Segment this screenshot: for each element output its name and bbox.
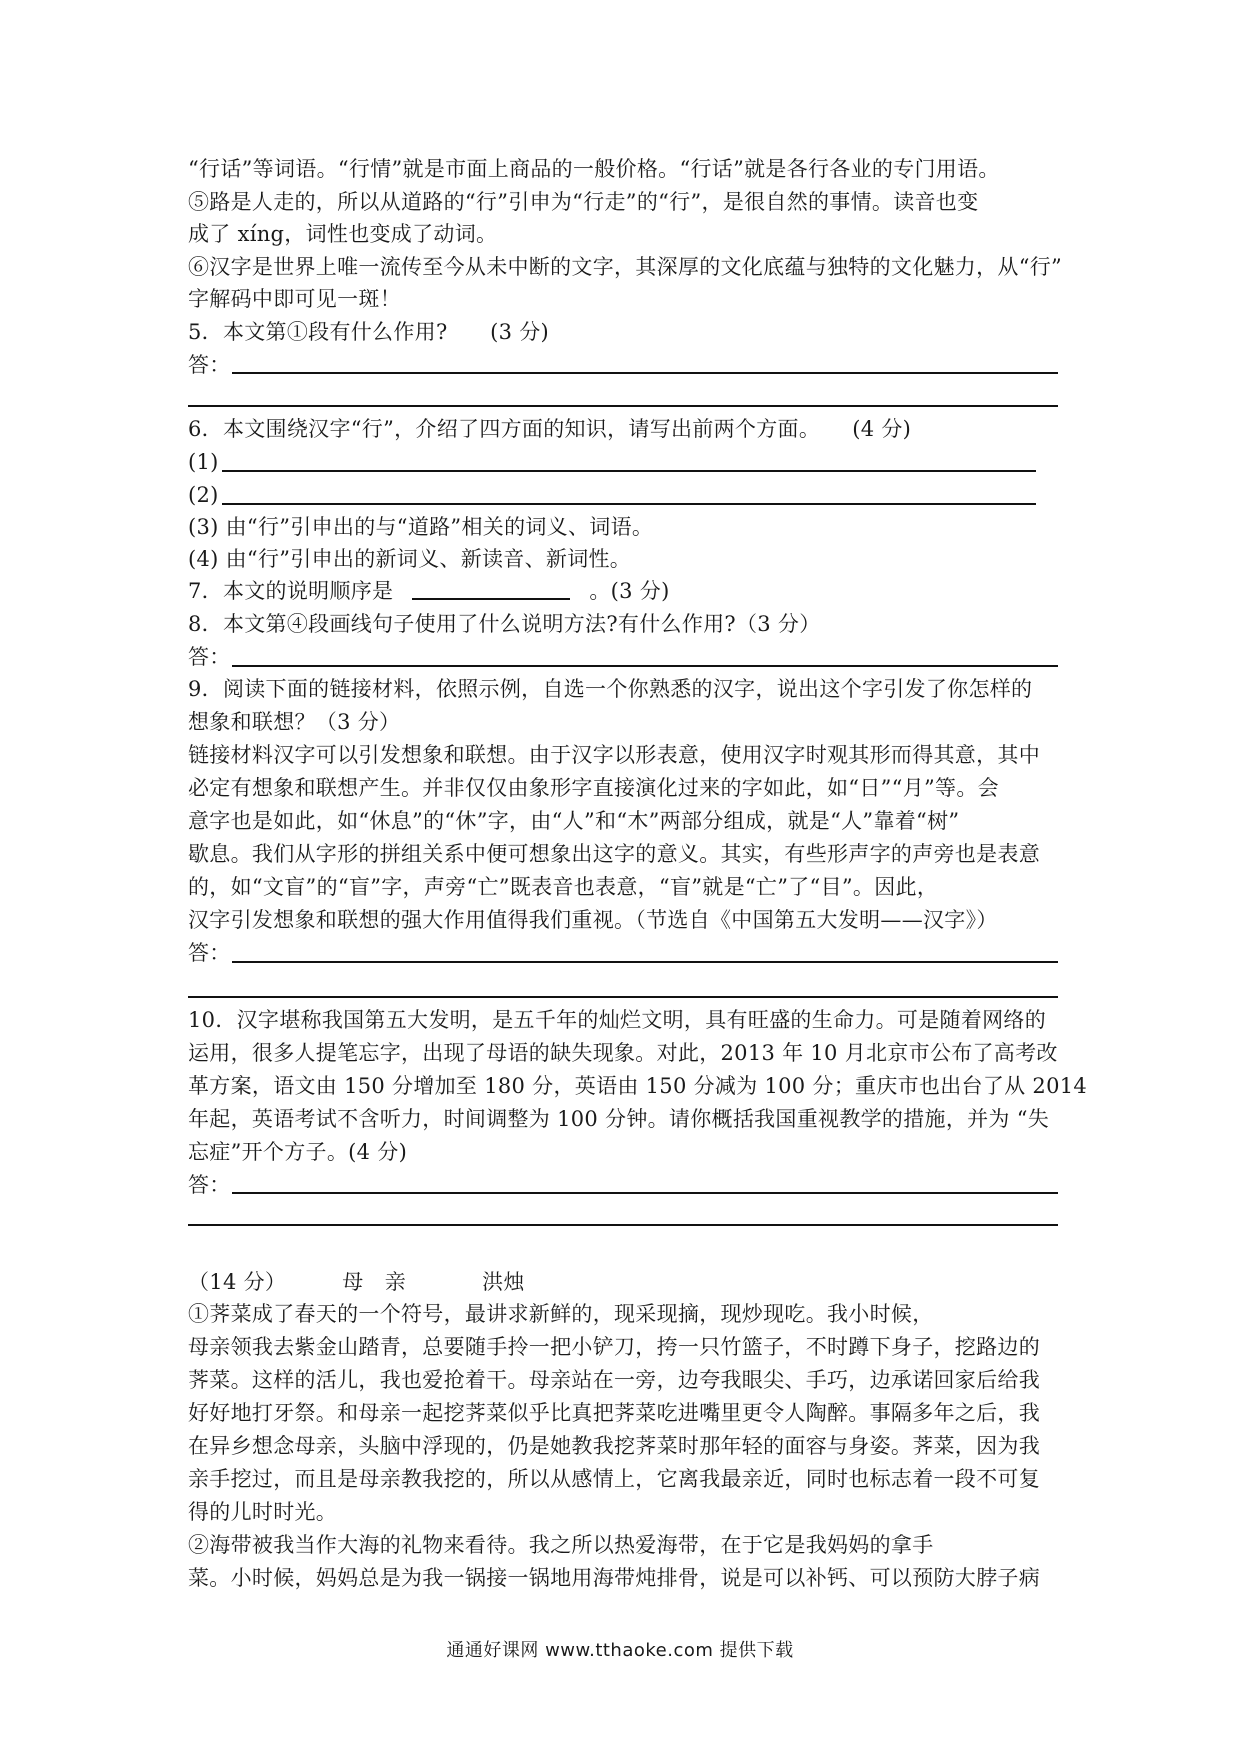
answer-line: [222, 503, 1036, 505]
section-score: （14 分）: [188, 1270, 287, 1294]
section-author: 洪烛: [482, 1270, 525, 1294]
section-heading: [188, 1266, 1062, 1298]
question-8: 8．本文第④段画线句子使用了什么说明方法?有什么作用?（3 分）: [188, 612, 821, 636]
text-line: ⑤路是人走的，所以从道路的“行”引申为“行走”的“行”，是很自然的事情。读音也变: [188, 190, 979, 214]
q7-score: 。(3 分): [589, 579, 670, 603]
material-line: 歇息。我们从字形的拼组关系中便可想象出这字的意义。其实，有些形声字的声旁也是表意: [188, 842, 1040, 866]
answer-label-9: 答：: [188, 941, 231, 965]
answer-label-10: 答：: [188, 1173, 231, 1197]
answer-line: [232, 1192, 1058, 1194]
q6-item-1: (1): [188, 450, 219, 474]
material-line: 汉字引发想象和联想的强大作用值得我们重视。（节选自《中国第五大发明——汉字》）: [188, 908, 998, 932]
answer-line: [232, 961, 1058, 963]
material-line: 链接材料汉字可以引发想象和联想。由于汉字以形表意，使用汉字时观其形而得其意，其中: [188, 743, 1040, 767]
paragraph-line: 菜。小时候，妈妈总是为我一锅接一锅地用海带炖排骨，说是可以补钙、可以预防大脖子病: [188, 1566, 1040, 1590]
answer-line: [188, 405, 1058, 407]
paragraph-line: 亲手挖过，而且是母亲教我挖的，所以从感情上，它离我最亲近，同时也标志着一段不可复: [188, 1467, 1040, 1491]
answer-line: [232, 665, 1058, 667]
paragraph-line: 得的儿时时光。: [188, 1500, 338, 1524]
text-line: ⑥汉字是世界上唯一流传至今从未中断的文字，其深厚的文化底蕴与独特的文化魅力，从“行”: [188, 255, 1063, 279]
answer-line: [188, 996, 1058, 998]
q6-item-4: (4) 由“行”引申出的新词义、新读音、新词性。: [188, 547, 632, 571]
question-10: 10．汉字堪称我国第五大发明，是五千年的灿烂文明，具有旺盛的生命力。可是随着网络的: [188, 1008, 1047, 1032]
paragraph-line: 在异乡想念母亲，头脑中浮现的，仍是她教我挖荠菜时那年轻的面容与身姿。荠菜，因为我: [188, 1434, 1040, 1458]
question-9: 9．阅读下面的链接材料，依照示例，自选一个你熟悉的汉字，说出这个字引发了你怎样的: [188, 677, 1033, 701]
question-10: 运用，很多人提笔忘字，出现了母语的缺失现象。对此，2013 年 10 月北京市公布了高考改: [188, 1041, 1058, 1065]
question-6: 6．本文围绕汉字“行”，介绍了四方面的知识，请写出前两个方面。 (4 分): [188, 417, 912, 441]
section-title: 母 亲: [342, 1270, 407, 1294]
question-5: 5．本文第①段有什么作用? (3 分): [188, 320, 550, 344]
text-line: 字解码中即可见一斑！: [188, 287, 401, 311]
question-7: [188, 575, 1062, 607]
q6-item-3: (3) 由“行”引申出的与“道路”相关的词义、词语。: [188, 515, 654, 539]
answer-line: [222, 470, 1036, 472]
paragraph-line: ②海带被我当作大海的礼物来看待。我之所以热爱海带，在于它是我妈妈的拿手: [188, 1533, 934, 1557]
answer-label-5: 答：: [188, 353, 231, 377]
paragraph-line: 荠菜。这样的活儿，我也爱抢着干。母亲站在一旁，边夸我眼尖、手巧，边承诺回家后给我: [188, 1368, 1040, 1392]
text-line: 成了 xíng，词性也变成了动词。: [188, 222, 498, 246]
q7-prompt: 7．本文的说明顺序是: [188, 579, 394, 603]
blank-underline: [412, 578, 570, 600]
material-line: 意字也是如此，如“休息”的“休”字，由“人”和“木”两部分组成，就是“人”靠着“树”: [188, 809, 960, 833]
paragraph-line: 母亲领我去紫金山踏青，总要随手拎一把小铲刀，挎一只竹篮子，不时蹲下身子，挖路边的: [188, 1335, 1040, 1359]
q6-item-2: (2): [188, 483, 219, 507]
material-line: 必定有想象和联想产生。并非仅仅由象形字直接演化过来的字如此，如“日”“月”等。会: [188, 776, 999, 800]
question-9: 想象和联想？（3 分）: [188, 710, 401, 734]
question-10: 忘症”开个方子。(4 分): [188, 1140, 408, 1164]
answer-line: [188, 1224, 1058, 1226]
paragraph-line: 好好地打牙祭。和母亲一起挖荠菜似乎比真把荠菜吃进嘴里更令人陶醉。事隔多年之后，我: [188, 1401, 1040, 1425]
answer-label-8: 答：: [188, 645, 231, 669]
question-10: 革方案，语文由 150 分增加至 180 分，英语由 150 分减为 100 分；重庆市也出台了从 2014: [188, 1074, 1088, 1098]
page-footer: 通通好课网 www.tthaoke.com 提供下载: [446, 1640, 794, 1661]
answer-line: [232, 372, 1058, 374]
paragraph-line: ①荠菜成了春天的一个符号，最讲求新鲜的，现采现摘，现炒现吃。我小时候，: [188, 1302, 934, 1326]
text-line: “行话”等词语。“行情”就是市面上商品的一般价格。“行话”就是各行各业的专门用语。: [188, 157, 1000, 181]
material-line: 的，如“文盲”的“盲”字，声旁“亡”既表音也表意，“盲”就是“亡”了“目”。因此，: [188, 875, 939, 899]
question-10: 年起，英语考试不含听力，时间调整为 100 分钟。请你概括我国重视教学的措施，并为 “失: [188, 1107, 1050, 1131]
